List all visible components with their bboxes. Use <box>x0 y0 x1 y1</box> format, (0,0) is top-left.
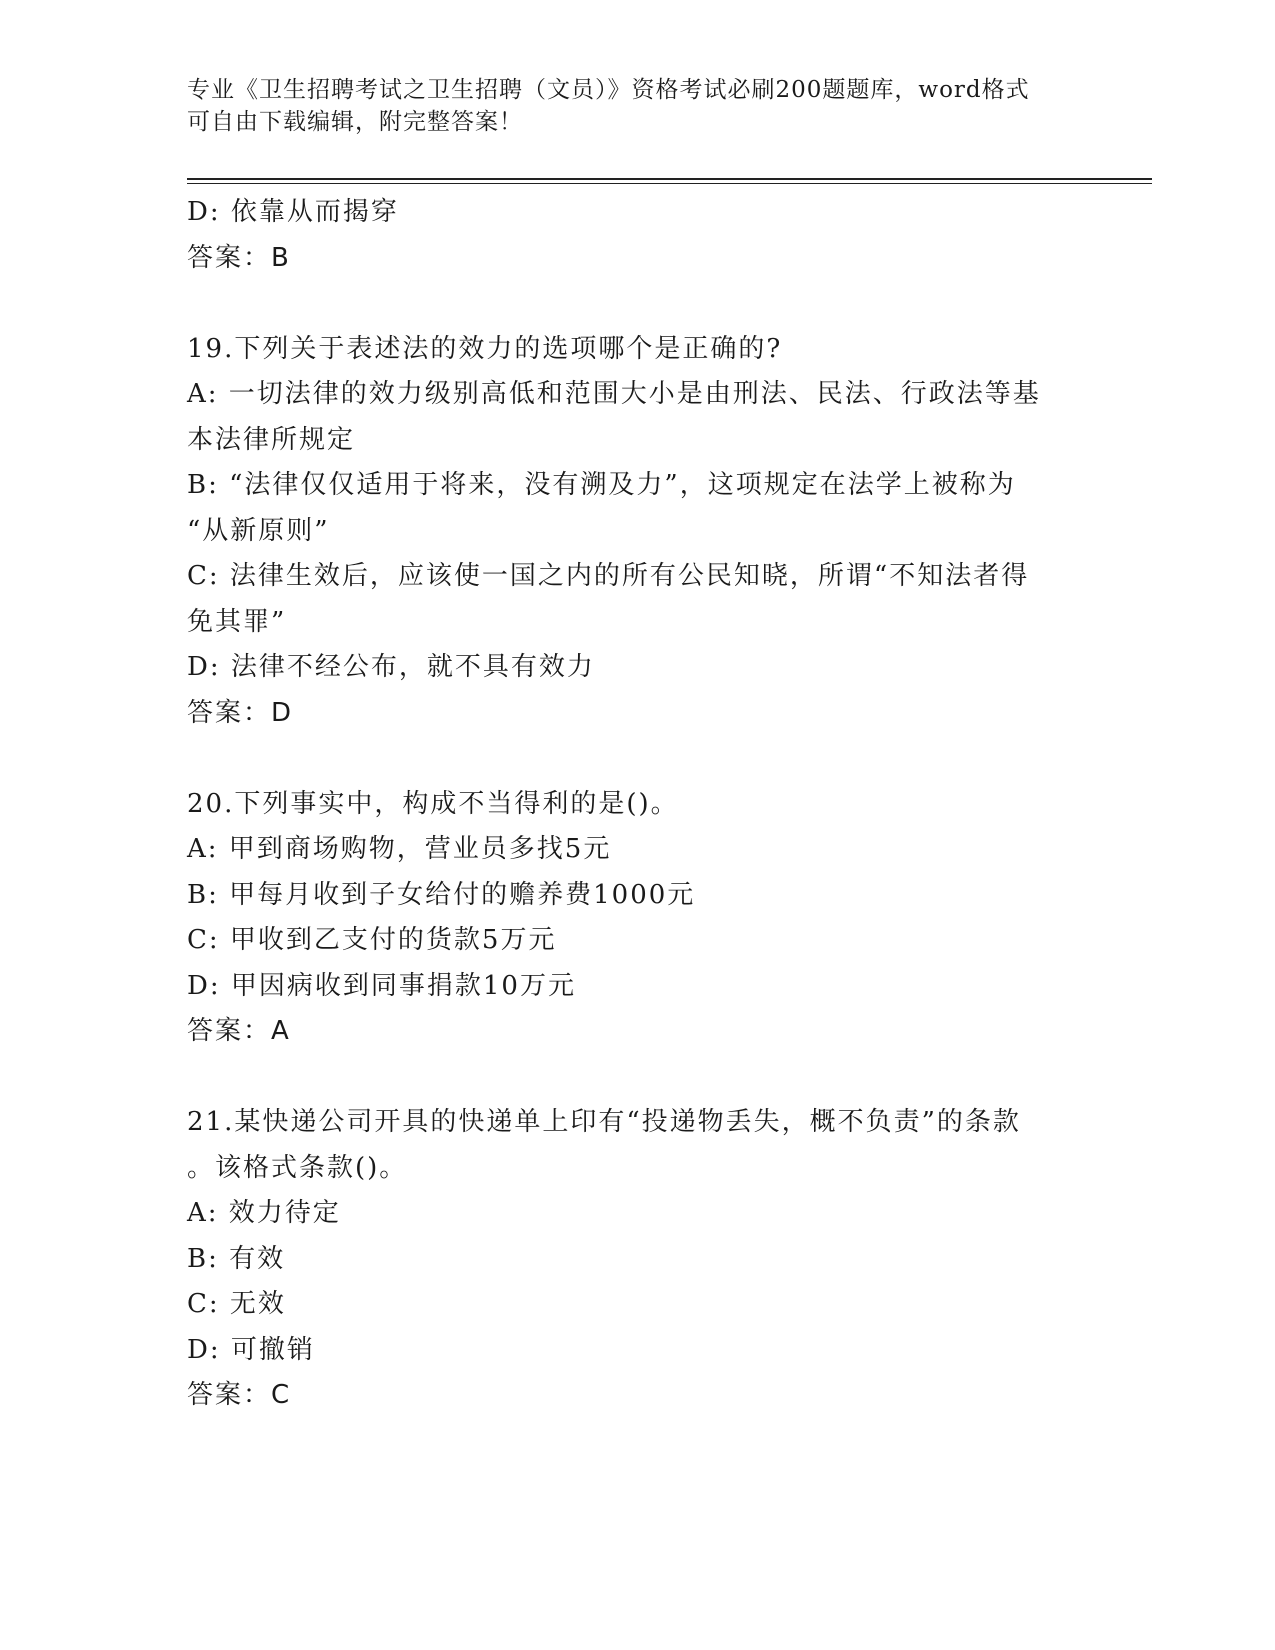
option-c: C: 法律生效后，应该使一国之内的所有公民知晓，所谓“不知法者得 <box>187 561 1030 591</box>
spacer <box>187 281 1072 327</box>
option-a: A: 一切法律的效力级别高低和范围大小是由刑法、民法、行政法等基 <box>187 379 1041 409</box>
option-b: B: “法律仅仅适用于将来，没有溯及力”，这项规定在法学上被称为 <box>187 470 1016 500</box>
page-header <box>187 74 1067 138</box>
question-21 <box>187 1100 1072 1419</box>
option-c: C: 甲收到乙支付的货款5万元 <box>187 925 557 955</box>
question-stem: 20.下列事实中，构成不当得利的是()。 <box>187 788 679 819</box>
option-b: B: 甲每月收到子女给付的赡养费1000元 <box>187 879 696 910</box>
option-c: C: 无效 <box>187 1289 286 1319</box>
option-a: A: 效力待定 <box>187 1198 341 1228</box>
question-content <box>187 190 1072 1419</box>
option-a-continued: 本法律所规定 <box>187 424 356 455</box>
option-b-continued: “从新原则” <box>187 515 330 546</box>
spacer <box>187 736 1072 782</box>
spacer <box>187 1055 1072 1101</box>
option-d: D: 可撤销 <box>187 1334 315 1365</box>
question-stem-continued: 。该格式条款()。 <box>187 1152 408 1183</box>
question-19 <box>187 327 1072 737</box>
question-stem: 19.下列关于表述法的效力的选项哪个是正确的? <box>187 333 783 364</box>
option-d: D: 甲因病收到同事捐款10万元 <box>187 970 576 1001</box>
header-divider-thick <box>187 178 1152 180</box>
option-a: A: 甲到商场购物，营业员多找5元 <box>187 834 612 864</box>
answer: 答案：D <box>187 697 294 728</box>
prev-option-d: D: 依靠从而揭穿 <box>187 197 399 227</box>
answer: 答案：C <box>187 1380 292 1410</box>
question-20 <box>187 782 1072 1055</box>
answer: 答案：A <box>187 1016 291 1046</box>
prev-answer: 答案：B <box>187 242 291 273</box>
header-divider-thin <box>187 183 1152 184</box>
option-d: D: 法律不经公布，就不具有效力 <box>187 652 595 682</box>
option-c-continued: 免其罪” <box>187 606 287 637</box>
question-stem: 21.某快递公司开具的快递单上印有“投递物丢失，概不负责”的条款 <box>187 1107 1021 1137</box>
header-line-2: 可自由下载编辑，附完整答案！ <box>187 109 523 135</box>
header-line-1: 专业《卫生招聘考试之卫生招聘（文员）》资格考试必刷200题题库，word格式 <box>187 77 1030 103</box>
option-b: B: 有效 <box>187 1243 286 1274</box>
